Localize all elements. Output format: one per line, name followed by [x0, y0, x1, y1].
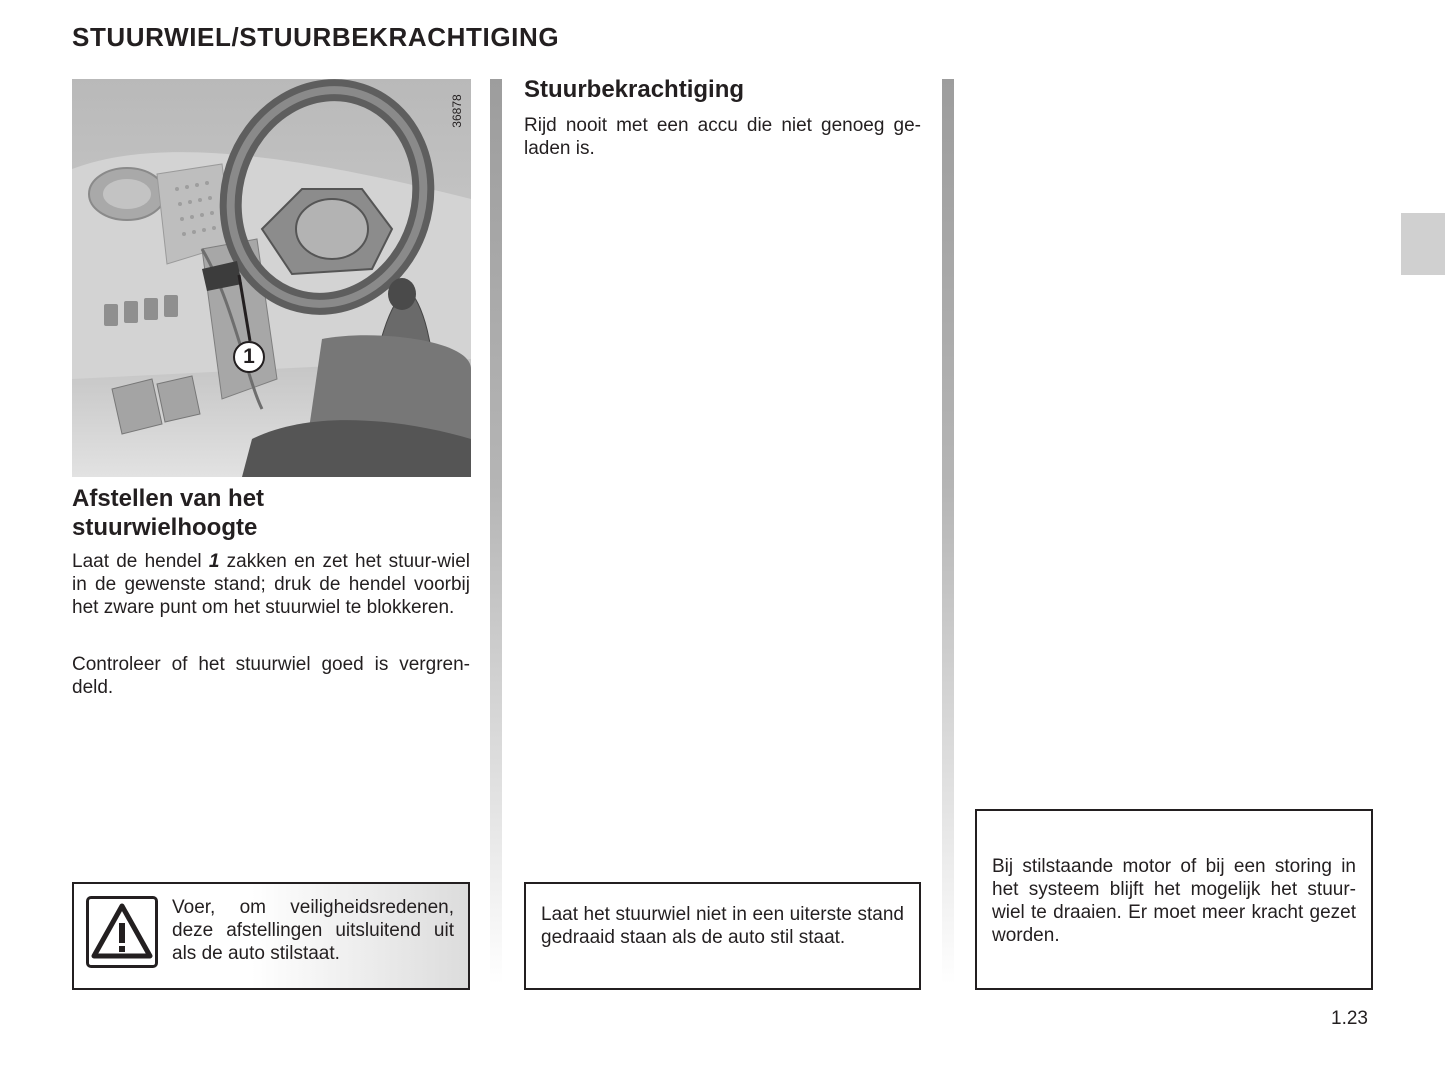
paragraph-adjust-instructions: Laat de hendel 1 zakken en zet het stuur-wiel in de gewenste stand; druk de hendel voorbij het zware punt om het stuurwiel te blokkeren. — [72, 551, 470, 618]
note-box-engine-off — [975, 809, 1373, 990]
column-divider-left — [490, 79, 502, 984]
column-divider-right — [942, 79, 954, 984]
note-text-engine-off: Bij stilstaande motor of bij een storing in het systeem blijft het mogelijk het stuur-wiel te draaien. Er moet meer kracht gezet worden. — [992, 856, 1356, 946]
page-number: 1.23 — [1331, 1008, 1368, 1029]
paragraph-check-locked: Controleer of het stuurwiel goed is vergren-deld. — [72, 654, 470, 698]
note-text-steering-lock: Laat het stuurwiel niet in een uiterste stand gedraaid staan als de auto stil staat. — [541, 904, 904, 948]
warning-box — [72, 882, 470, 990]
warning-triangle-icon — [86, 896, 158, 968]
figure-reference-code: 36878 — [450, 94, 464, 128]
steering-column-illustration — [72, 79, 471, 477]
section-heading-steering-height: Afstellen van het stuurwielhoogte — [72, 485, 265, 541]
chapter-thumb-tab — [1401, 213, 1445, 275]
warning-text: Voer, om veiligheidsredenen, deze afstellingen uitsluitend uit als de auto stilstaat. — [172, 897, 454, 964]
callout-1-label: 1 — [233, 341, 265, 373]
steering-wheel-drawing — [72, 79, 471, 477]
paragraph-battery-warning: Rijd nooit met een accu die niet genoeg ge-laden is. — [524, 115, 921, 159]
note-box-steering-lock — [524, 882, 921, 990]
page-title: STUURWIEL/STUURBEKRACHTIGING — [72, 22, 560, 52]
lever-reference: 1 — [208, 551, 220, 572]
section-heading-power-steering: Stuurbekrachtiging — [524, 76, 745, 103]
